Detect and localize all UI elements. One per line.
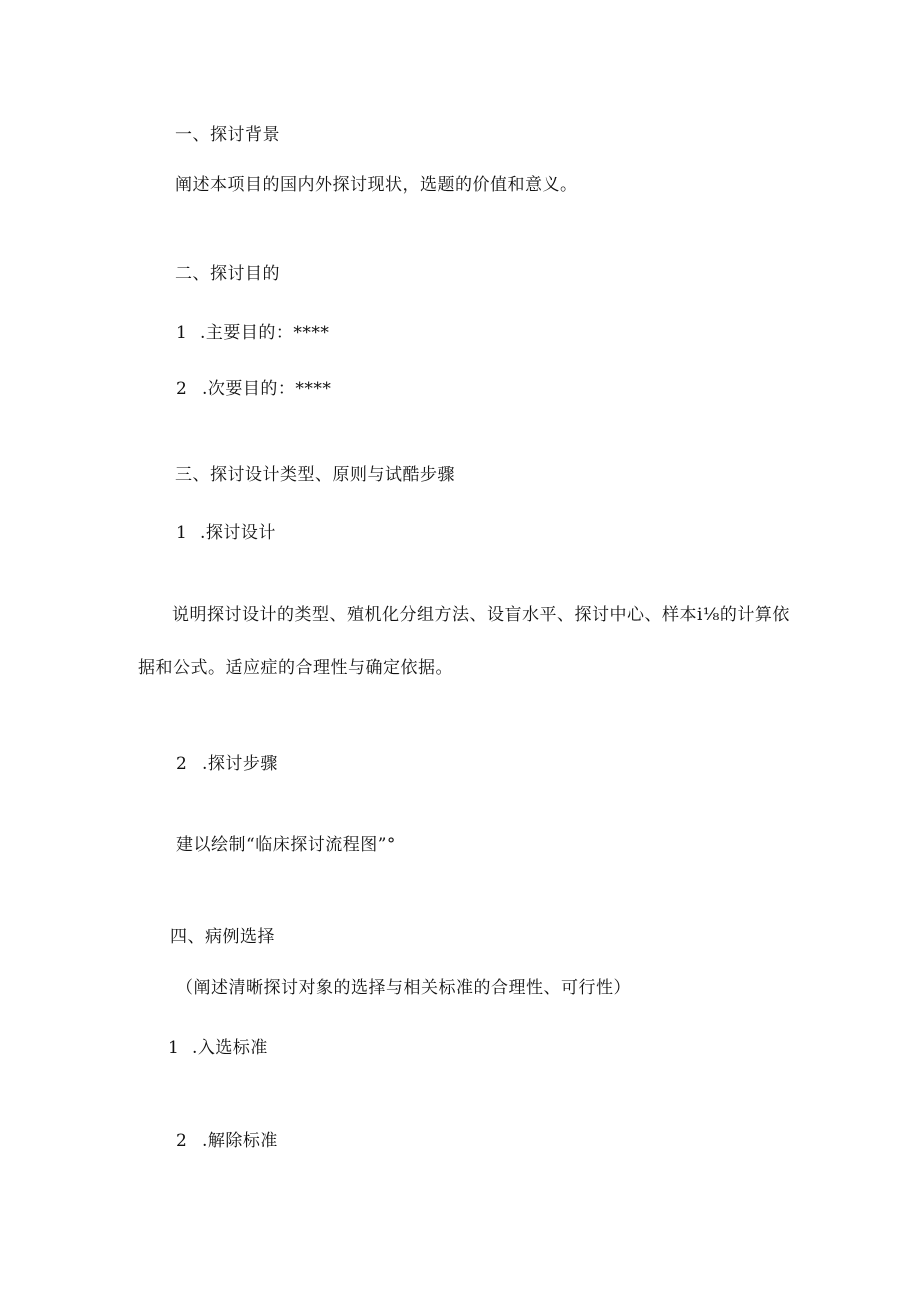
- list-text: .探讨步骤: [202, 754, 278, 774]
- design-subheading: [176, 522, 276, 544]
- list-text: .主要目的：****: [200, 323, 330, 343]
- inclusion-criteria-item: [168, 1037, 268, 1059]
- flowchart-note: 建以绘制“临床探讨流程图”°: [176, 835, 396, 855]
- background-paragraph: 阐述本项目的国内外探讨现状，选题的价值和意义。: [175, 175, 578, 195]
- section-heading-background: 一、探讨背景: [175, 125, 280, 145]
- list-number: 2: [176, 1131, 188, 1151]
- list-text: .次要目的：****: [202, 379, 332, 399]
- design-paragraph-line-2: 据和公式。适应症的合理性与确定依据。: [138, 658, 453, 678]
- list-number: 1: [176, 523, 188, 543]
- list-text: .探讨设计: [200, 523, 276, 543]
- section-heading-case-selection: 四、病例选择: [170, 927, 275, 947]
- exclusion-criteria-item: [176, 1130, 278, 1152]
- steps-subheading: [176, 753, 278, 775]
- case-selection-note: （阐述清晰探讨对象的选择与相关标准的合理性、可行性）: [176, 978, 631, 998]
- list-text: .解除标准: [202, 1131, 278, 1151]
- list-text: .入选标准: [192, 1038, 268, 1058]
- section-heading-design: 三、探讨设计类型、原则与试酷步骤: [175, 465, 455, 485]
- list-number: 1: [176, 323, 188, 343]
- list-number: 2: [176, 754, 188, 774]
- objective-item-secondary: [176, 378, 331, 400]
- list-number: 1: [168, 1038, 180, 1058]
- objective-item-primary: [176, 322, 329, 344]
- section-heading-objectives: 二、探讨目的: [175, 264, 280, 284]
- list-number: 2: [176, 379, 188, 399]
- design-paragraph-line-1: 说明探讨设计的类型、殖机化分组方法、设盲水平、探讨中心、样本i⅛的计算依: [172, 605, 790, 625]
